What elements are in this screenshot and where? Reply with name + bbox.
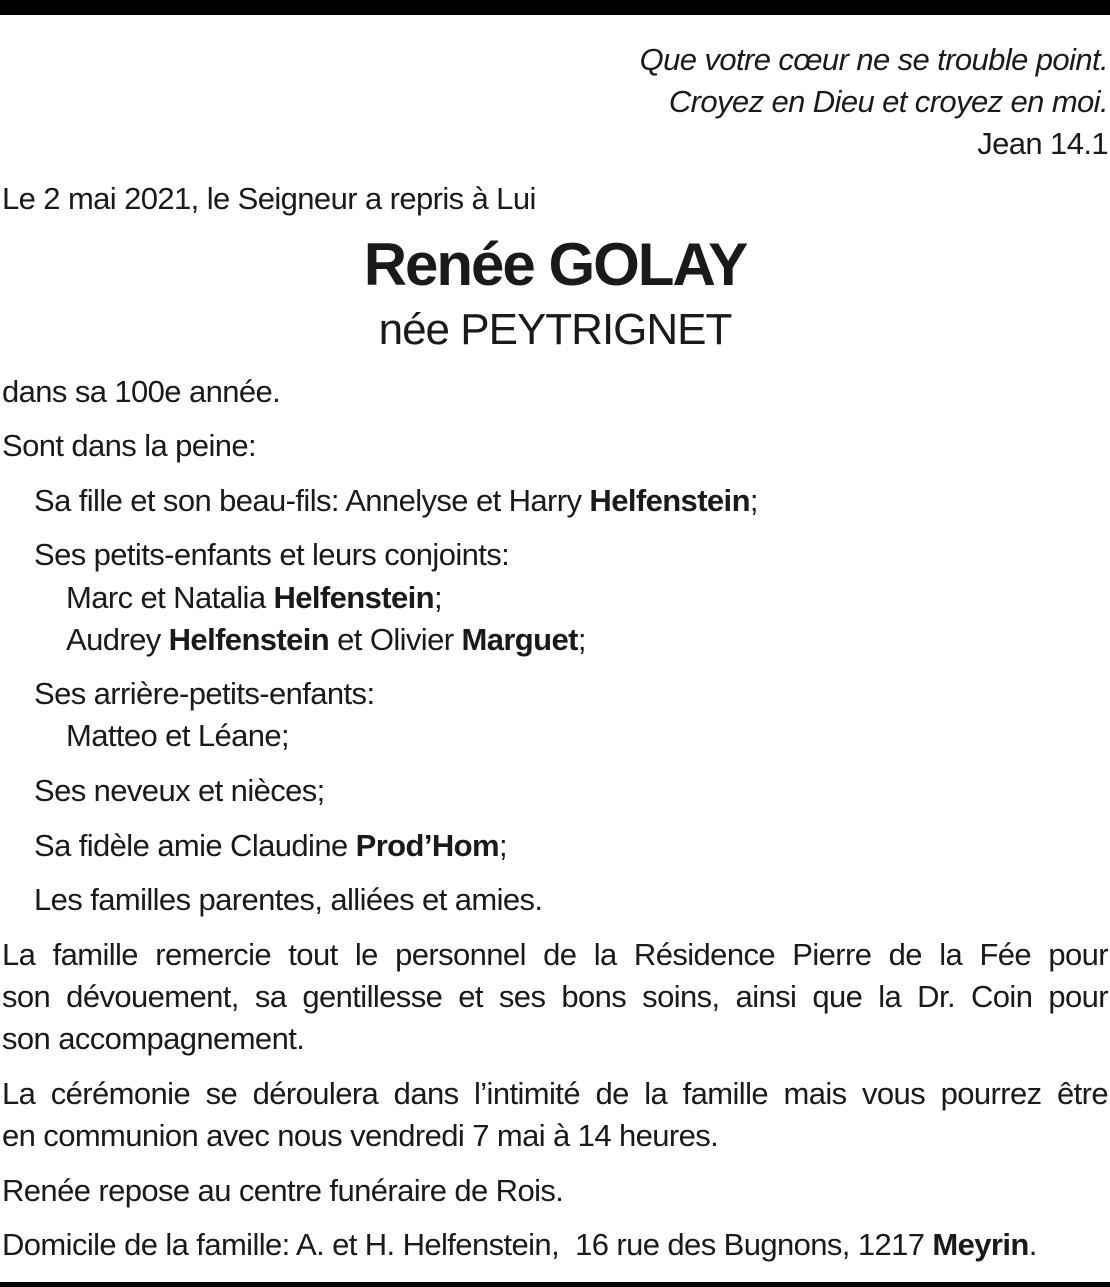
mourner-surname: Helfenstein <box>168 622 330 657</box>
mourner-surname: Helfenstein <box>589 483 750 518</box>
grandchild-1 <box>66 580 442 616</box>
grandchildren-heading: Ses petits-enfants et leurs conjoints: <box>34 537 510 572</box>
resting-place: Renée repose au centre funéraire de Rois. <box>2 1173 564 1208</box>
great-grandchildren-heading: Ses arrière-petits-enfants: <box>34 676 375 711</box>
mourner-surname: Prod’Hom <box>355 828 499 863</box>
verse-reference: Jean 14.1 <box>977 126 1108 161</box>
deceased-name: Renée GOLAY <box>363 231 747 298</box>
ceremony-line-1: La cérémonie se déroulera dans l’intimité de la famille mais vous pourrez être <box>2 1076 1108 1111</box>
mourners-heading: Sont dans la peine: <box>2 428 257 463</box>
thanks-line-1: La famille remercie tout le personnel de la Résidence Pierre de la Fée pour <box>2 937 1108 972</box>
punctuation: ; <box>433 580 442 615</box>
punctuation: ; <box>498 828 507 863</box>
address-text: Domicile de la famille: A. et H. Helfenstein, 16 rue des Bugnons, 1217 <box>2 1227 933 1262</box>
mourner-text: Sa fille et son beau-fils: Annelyse et Harry <box>34 483 590 518</box>
punctuation: ; <box>749 483 758 518</box>
punctuation: ; <box>577 622 586 657</box>
mourner-surname: Helfenstein <box>273 580 434 615</box>
mourner-friend <box>34 828 507 864</box>
bottom-border-rule <box>0 1282 1110 1287</box>
maiden-name: née PEYTRIGNET <box>378 305 732 354</box>
family-address <box>2 1227 1037 1263</box>
mourner-daughter <box>34 483 758 519</box>
mourner-text: et Olivier <box>329 622 462 657</box>
thanks-line-3: son accompagnement. <box>2 1021 305 1056</box>
punctuation: . <box>1028 1227 1037 1262</box>
intro-text: Le 2 mai 2021, le Seigneur a repris à Lui <box>2 181 536 216</box>
age-text: dans sa 100e année. <box>2 374 281 409</box>
verse-line-1: Que votre cœur ne se trouble point. <box>639 42 1108 77</box>
nephews-nieces: Ses neveux et nièces; <box>34 773 325 808</box>
top-border-rule <box>0 0 1110 15</box>
mourner-text: Sa fidèle amie Claudine <box>34 828 356 863</box>
thanks-line-2: son dévouement, sa gentillesse et ses bons soins, ainsi que la Dr. Coin pour <box>2 979 1108 1014</box>
mourner-surname: Marguet <box>461 622 578 657</box>
grandchild-2 <box>66 622 586 658</box>
mourner-text: Marc et Natalia <box>66 580 274 615</box>
verse-line-2: Croyez en Dieu et croyez en moi. <box>668 84 1108 119</box>
great-grandchildren: Matteo et Léane; <box>66 718 290 753</box>
ceremony-line-2: en communion avec nous vendredi 7 mai à 14 heures. <box>2 1118 719 1153</box>
mourner-text: Audrey <box>66 622 169 657</box>
address-city: Meyrin <box>932 1227 1029 1262</box>
related-families: Les familles parentes, alliées et amies. <box>34 882 543 917</box>
